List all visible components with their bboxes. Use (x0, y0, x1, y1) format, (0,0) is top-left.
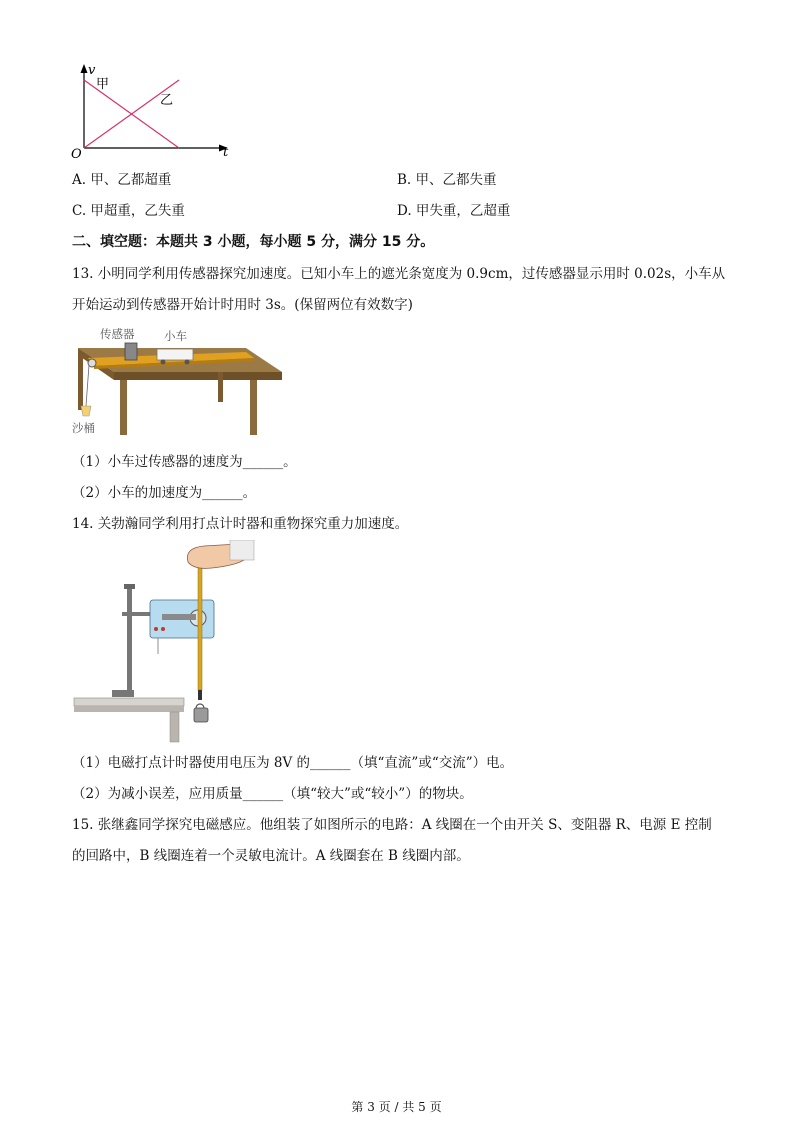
tape-end (198, 690, 202, 700)
yi-label: 乙 (160, 93, 174, 108)
q14-sub-1: （1）电磁打点计时器使用电压为 8V 的______（填“直流”或“交流”）电。 (72, 755, 514, 771)
q13-line-1: 13. 小明同学利用传感器探究加速度。已知小车上的遮光条宽度为 0.9cm，过传感器显示用时 0.02s，小车从 (72, 266, 726, 282)
table-edge-front (114, 372, 282, 380)
table-leg (170, 712, 179, 742)
table-leg (218, 372, 223, 402)
q13-sub-1: （1）小车过传感器的速度为______。 (72, 454, 297, 470)
terminal-red-icon (154, 627, 158, 631)
cart-wheel (185, 360, 190, 365)
v-label: v (88, 63, 96, 78)
table-leg (78, 355, 83, 410)
q13-figure (68, 322, 288, 438)
option-a: A. 甲、乙都超重 (72, 172, 172, 188)
q15-line-1: 15. 张继鑫同学探究电磁感应。他组装了如图所示的电路：A 线圈在一个由开关 S、变阻器 R、电源 E 控制 (72, 817, 712, 833)
v-axis-arrow-icon (81, 64, 88, 73)
option-c: C. 甲超重，乙失重 (72, 203, 185, 219)
timer-bar (162, 614, 196, 620)
jia-label: 甲 (96, 77, 110, 92)
q14-line-1: 14. 关勃瀚同学利用打点计时器和重物探究重力加速度。 (72, 516, 409, 532)
sleeve (230, 540, 254, 560)
terminal-red-icon (161, 627, 165, 631)
cart (157, 349, 193, 360)
table-leg (250, 380, 257, 435)
q14-figure (70, 540, 260, 745)
sand-bucket (81, 406, 91, 416)
section-2-heading: 二、填空题：本题共 3 小题，每小题 5 分，满分 15 分。 (72, 234, 435, 250)
cart-wheel (161, 360, 166, 365)
sensor (125, 343, 137, 360)
page-footer: 第 3 页 / 共 5 页 (351, 1100, 442, 1114)
string (86, 365, 89, 406)
paper-tape (198, 560, 202, 690)
bucket-label: 沙桶 (72, 421, 95, 435)
option-d: D. 甲失重，乙超重 (397, 203, 511, 219)
t-label: t (223, 145, 229, 160)
table-leg (120, 380, 127, 435)
q13-sub-2: （2）小车的加速度为______。 (72, 485, 257, 501)
q15-line-2: 的回路中，B 线圈连着一个灵敏电流计。A 线圈套在 B 线圈内部。 (72, 848, 470, 864)
vt-graph (68, 60, 238, 160)
weight-block (194, 708, 208, 722)
cart-label: 小车 (164, 329, 187, 343)
weight-hook (196, 704, 204, 708)
table-top (74, 698, 184, 706)
clamp-arm (122, 612, 150, 616)
q14-sub-2: （2）为减小误差，应用质量______（填“较大”或“较小”）的物块。 (72, 786, 473, 802)
stand-rod (127, 588, 132, 692)
origin-label: O (71, 147, 82, 160)
table-edge (74, 706, 184, 712)
stand-rod-top (124, 584, 135, 589)
q13-line-2: 开始运动到传感器开始计时用时 3s。(保留两位有效数字) (72, 297, 413, 313)
sensor-label: 传感器 (100, 327, 135, 341)
option-b: B. 甲、乙都失重 (397, 172, 497, 188)
